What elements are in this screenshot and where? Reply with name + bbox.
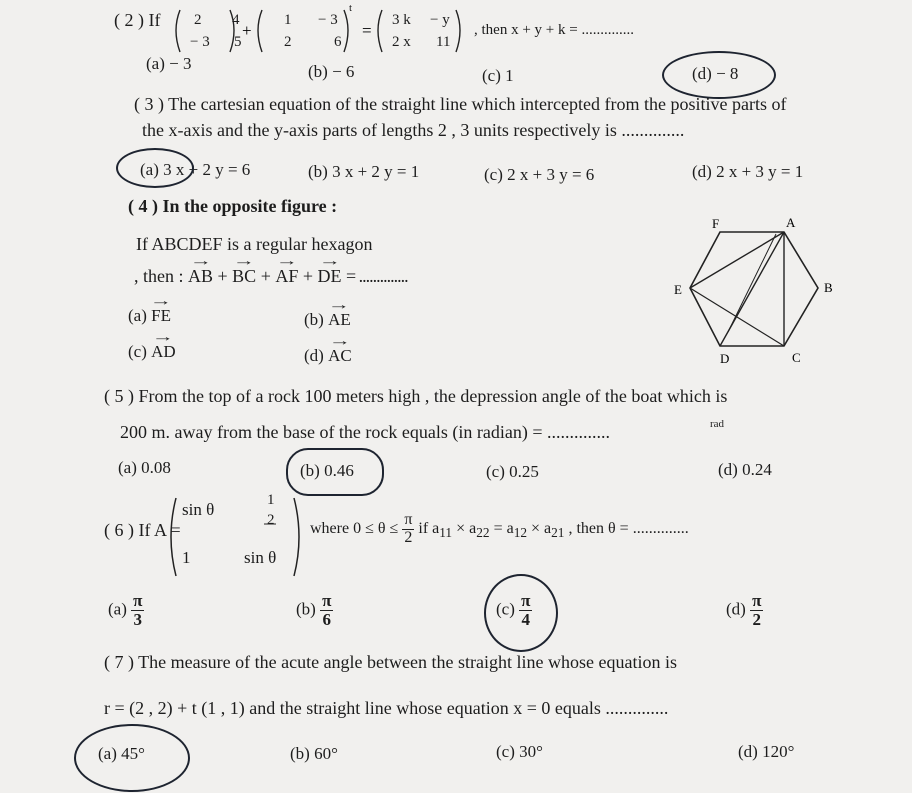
vector-af: → AF [275, 266, 298, 287]
q6-matrix-22: sin θ [244, 548, 277, 567]
q5-option-d[interactable]: (d) 0.24 [718, 460, 772, 479]
q6-option-d[interactable]: (d) $\frac{\pi}{2}$ [726, 591, 762, 629]
q7-option-d[interactable]: (d) 120° [738, 742, 795, 761]
q6-matrix-21: 1 [182, 548, 191, 567]
hexagon-figure [660, 212, 850, 372]
q2-transpose: t [349, 2, 353, 14]
q7-option-a[interactable]: (a) 45° [98, 744, 145, 763]
q3-option-c[interactable]: (c) 2 x + 3 y = 6 [484, 165, 595, 184]
svg-text:=: = [362, 21, 372, 40]
q4-vector-sum: , then : → AB + → BC + → AF + → DE = .............. [134, 266, 408, 287]
q3-line1: ( 3 ) The cartesian equation of the straight line which intercepted from the positive parts of [134, 94, 787, 114]
q7-line2: r = (2 , 2) + t (1 , 1) and the straight line whose equation x = 0 equals .............. [104, 698, 669, 718]
label-e: E [674, 282, 682, 297]
q4-option-c[interactable]: (c) → AD [128, 342, 176, 362]
q2-m1-21: − 3 [190, 34, 210, 50]
q3-option-a[interactable]: (a) 3 x + 2 y = 6 [140, 160, 251, 179]
q4-then: , then : [134, 266, 184, 286]
vector-ac: → AC [328, 346, 352, 366]
q2-option-a[interactable]: (a) − 3 [146, 54, 192, 73]
q7-line1: ( 7 ) The measure of the acute angle between the straight line whose equation is [104, 652, 677, 672]
q5-line1: ( 5 ) From the top of a rock 100 meters high , the depression angle of the boat which is [104, 386, 728, 406]
label-f: F [712, 216, 720, 231]
q2-answer-circle [662, 51, 776, 99]
q7-option-b[interactable]: (b) 60° [290, 744, 338, 763]
q6-option-c[interactable]: (c) $\frac{\pi}{4}$ [496, 591, 531, 629]
q4-option-b[interactable]: (b) → AE [304, 310, 351, 330]
q5-option-c[interactable]: (c) 0.25 [486, 462, 539, 481]
q6-answer-circle [484, 574, 558, 652]
q2-m3-21: 2 x [392, 34, 411, 50]
q2-option-c[interactable]: (c) 1 [482, 66, 514, 85]
q2-m2-22: 6 [334, 34, 342, 50]
q2-m3-11: 3 k [392, 12, 411, 28]
vector-bc: → BC [232, 266, 256, 287]
q2-m1-11: 2 [194, 12, 202, 28]
label-a: A [786, 215, 796, 230]
q6-matrix-12-num: 1 [267, 492, 275, 508]
q4-option-d[interactable]: (d) → AC [304, 346, 352, 366]
q5-line2: 200 m. away from the base of the rock equals (in radian) = .............. [120, 422, 611, 442]
q6-matrix-11: sin θ [182, 500, 215, 519]
q6-option-a[interactable]: (a) $\frac{\pi}{3}$ [108, 591, 143, 629]
q2-m3-12: − y [430, 12, 450, 28]
q7-option-c[interactable]: (c) 30° [496, 742, 543, 761]
pi-symbol: π [404, 511, 413, 528]
vector-ae: → AE [328, 310, 351, 330]
vector-de: → DE [318, 266, 342, 287]
q5-option-b[interactable]: (b) 0.46 [300, 461, 354, 480]
q4-line1: If ABCDEF is a regular hexagon [136, 234, 373, 254]
q4-option-a[interactable]: (a) → FE [128, 306, 171, 326]
q2-m2-11: 1 [284, 12, 292, 28]
q2-m2-12: − 3 [318, 12, 338, 28]
q6-option-b[interactable]: (b) $\frac{\pi}{6}$ [296, 591, 332, 629]
q5-unit: rad [710, 418, 725, 430]
vector-ab: → AB [188, 266, 213, 287]
q4-answer-blank: = .............. [346, 266, 408, 286]
q7-answer-circle [74, 724, 190, 792]
q2-m3-22: 11 [436, 34, 451, 50]
q6-condition: where 0 ≤ θ ≤ $\frac{\pi}{2}$ if $a_{11} \times a_{22} = a_{12} \times a_{21}$ , then θ = .............. [310, 511, 689, 546]
q2-m1-22: 5 [234, 34, 242, 50]
shading-line [728, 234, 776, 332]
q4-heading: ( 4 ) In the opposite figure : [128, 196, 338, 216]
vector-fe: → FE [151, 306, 171, 326]
q3-line2: the x-axis and the y-axis parts of lengths 2 , 3 units respectively is .............. [142, 120, 685, 140]
q2-option-b[interactable]: (b) − 6 [308, 62, 355, 81]
q3-option-b[interactable]: (b) 3 x + 2 y = 1 [308, 162, 420, 181]
q2-m1-12: 4 [232, 12, 240, 28]
svg-text:+: + [242, 21, 252, 40]
q5-answer-circle [286, 448, 384, 496]
q2-number: ( 2 ) If [114, 10, 161, 30]
q2-m2-21: 2 [284, 34, 292, 50]
vector-ad: → AD [151, 342, 176, 362]
label-c: C [792, 350, 801, 365]
label-d: D [720, 351, 730, 366]
q2-option-d[interactable]: (d) − 8 [692, 64, 739, 83]
q5-option-a[interactable]: (a) 0.08 [118, 458, 171, 477]
q3-option-d[interactable]: (d) 2 x + 3 y = 1 [692, 162, 804, 181]
label-b: B [824, 280, 833, 295]
q3-answer-circle [116, 148, 194, 188]
q2-question-tail: , then x + y + k = .............. [474, 22, 634, 38]
q6-matrix-12-den: 2 [267, 512, 275, 528]
q6-lead: ( 6 ) If A = [104, 520, 181, 540]
